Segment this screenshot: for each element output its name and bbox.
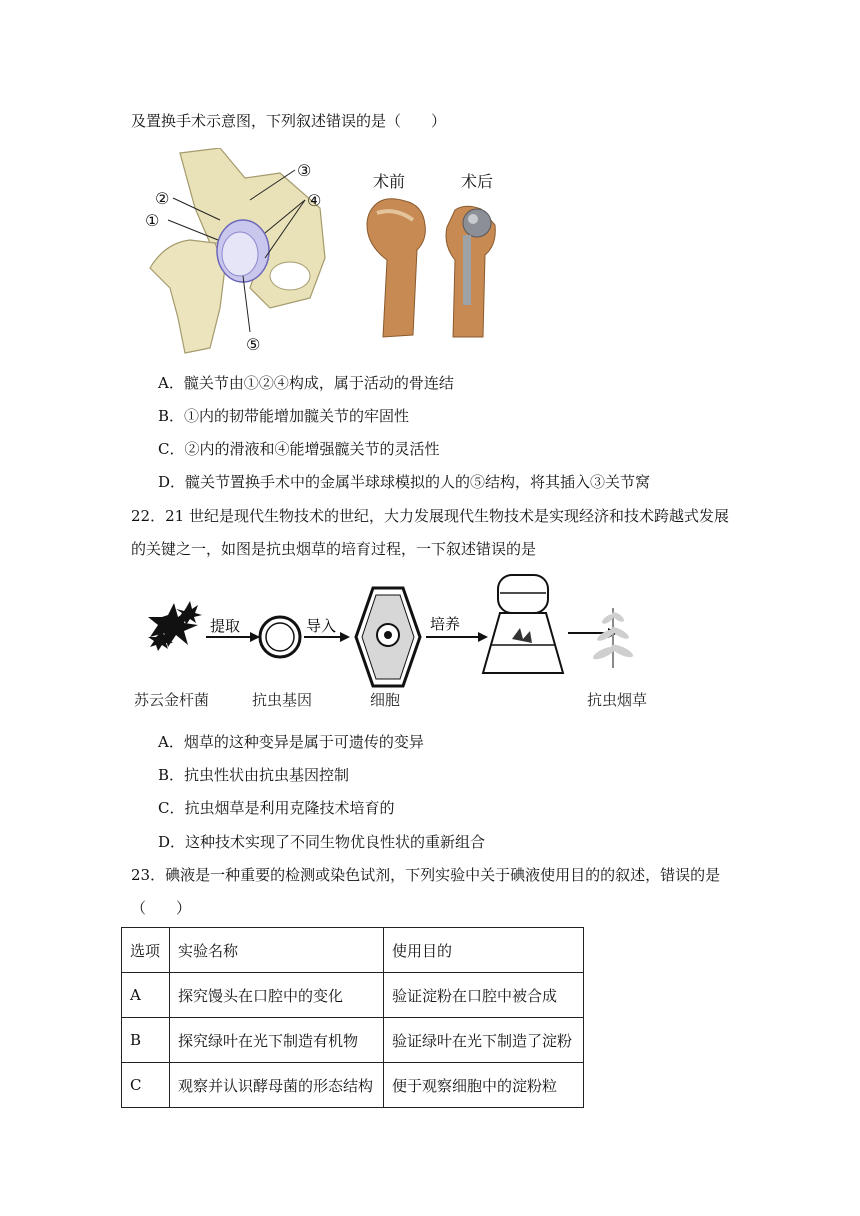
table-cell: A bbox=[122, 973, 170, 1018]
callout-2: ② bbox=[155, 189, 170, 208]
callout-4: ④ bbox=[307, 191, 322, 210]
q22-option-c: C．抗虫烟草是利用克隆技术培育的 bbox=[158, 799, 395, 817]
tobacco-plant-icon bbox=[591, 608, 634, 668]
q21-option-b: B．①内的韧带能增加髋关节的牢固性 bbox=[158, 407, 410, 425]
callout-1: ① bbox=[145, 211, 160, 230]
experiment-table bbox=[121, 927, 584, 1108]
q21-option-d: D．髋关节置换手术中的金属半球球模拟的人的⑤结构，将其插入③关节窝 bbox=[158, 473, 651, 491]
surgery-figure bbox=[355, 165, 535, 345]
table-row bbox=[122, 1018, 584, 1063]
table-row bbox=[122, 973, 584, 1018]
flow-diagram bbox=[128, 573, 688, 718]
table-cell: 探究绿叶在光下制造有机物 bbox=[170, 1018, 384, 1063]
node-label-gene: 抗虫基因 bbox=[252, 691, 313, 709]
header-purpose: 使用目的 bbox=[384, 928, 584, 973]
q22-option-d: D．这种技术实现了不同生物优良性状的重新组合 bbox=[158, 833, 486, 851]
q22-stem-line2: 的关键之一，如图是抗虫烟草的培育过程，一下叙述错误的是 bbox=[131, 540, 537, 558]
header-experiment: 实验名称 bbox=[170, 928, 384, 973]
table-cell: 观察并认识酵母菌的形态结构 bbox=[170, 1063, 384, 1108]
table-cell: 验证淀粉在口腔中被合成 bbox=[384, 973, 584, 1018]
before-label: 术前 bbox=[373, 172, 406, 191]
arrow-label-import: 导入 bbox=[306, 617, 337, 635]
table-cell: 探究馒头在口腔中的变化 bbox=[170, 973, 384, 1018]
q22-stem-line1: 22．21 世纪是现代生物技术的世纪，大力发展现代生物技术是实现经济和技术跨越式发展 bbox=[131, 507, 729, 525]
callout-5: ⑤ bbox=[246, 335, 261, 354]
q22-option-b: B．抗虫性状由抗虫基因控制 bbox=[158, 766, 350, 784]
table-cell: B bbox=[122, 1018, 170, 1063]
node-label-tobacco: 抗虫烟草 bbox=[587, 691, 648, 709]
table-cell: 便于观察细胞中的淀粉粒 bbox=[384, 1063, 584, 1108]
q21-option-a: A．髋关节由①②④构成，属于活动的骨连结 bbox=[158, 374, 454, 392]
callout-3: ③ bbox=[297, 161, 312, 180]
table-header-row bbox=[122, 928, 584, 973]
bacteria-icon bbox=[148, 601, 202, 651]
hip-joint-figure bbox=[140, 148, 340, 358]
q21-stem: 及置换手术示意图，下列叙述错误的是（ ） bbox=[131, 112, 447, 130]
table-cell: 验证绿叶在光下制造了淀粉 bbox=[384, 1018, 584, 1063]
node-label-bacteria: 苏云金杆菌 bbox=[134, 691, 210, 709]
arrow-label-extract: 提取 bbox=[210, 617, 241, 635]
q23-stem-line1: 23．碘液是一种重要的检测或染色试剂，下列实验中关于碘液使用目的的叙述，错误的是 bbox=[131, 866, 721, 884]
q21-option-c: C．②内的滑液和④能增强髋关节的灵活性 bbox=[158, 440, 440, 458]
arrow-label-culture: 培养 bbox=[430, 615, 461, 633]
q23-stem-line2: （ ） bbox=[131, 899, 192, 917]
table-cell: C bbox=[122, 1063, 170, 1108]
q22-option-a: A．烟草的这种变异是属于可遗传的变异 bbox=[158, 733, 424, 751]
header-option: 选项 bbox=[122, 928, 170, 973]
table-row bbox=[122, 1063, 584, 1108]
node-label-cell: 细胞 bbox=[370, 691, 401, 709]
after-label: 术后 bbox=[461, 172, 494, 191]
